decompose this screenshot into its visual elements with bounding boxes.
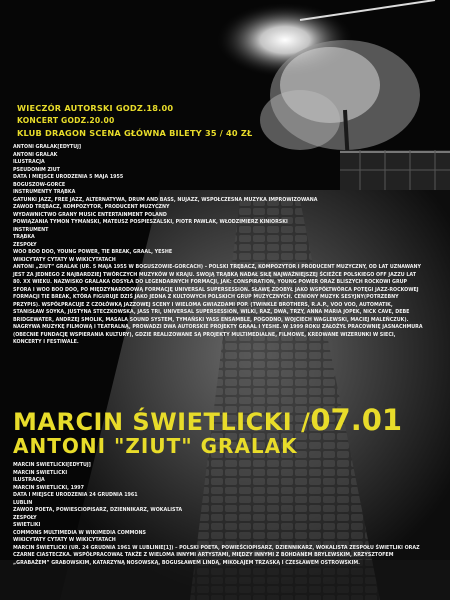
bio-line: DATA I MIEJSCE URODZENIA 24 GRUDNIA 1961 bbox=[13, 493, 138, 498]
event-date: 07.01 bbox=[310, 403, 403, 437]
bio-line: MARCIN ŚWIETLICKI, 1997 bbox=[13, 485, 84, 491]
bio-paragraph: ANTONI „ZIUT” GRALAK (UR. 5 MAJA 1955 W BOGUSZOWIE-GORCACH) – POLSKI TRĘBACZ, KOMPOZYTOR I PRODUCENT MUZYCZNY, OD LAT UZNAWANY JEST ZA JEDNEGO Z NAJBARDZIEJ TWÓRCZYCH MUZYKÓW W KRAJU. SWOJĄ TRĄBKĄ NADAŁ SIŁĘ NAJWAŻNIEJSZEJ ŚCIEŻCE POLSKIEGO OFF JAZZU LAT 80. XX WIEKU. NAZWISKO GRALAKA ODSYŁA DO LEGENDARNYCH FORMACJI, JAK: CONSPIRATION, YOUNG POWER ORAZ BLISZYCH ROCKOWI GRUP SFORA I WOO BOO DOO, PO MIĘDZYNARODOWĄ FORMACJĘ UNIVERSAL SUPERSESSION. SŁAWĘ ZDOBYŁ JAKO WSPÓŁTWÓRCA POTĘGI JAZZ-ROCKOWEJ FORMACJI TIE BREAK, KTÓRA FIGURUJE DZIŚ JAKO JEDNA Z KULTOWYCH POLSKICH GRUP MUZYCZNYCH. CENIONY MUZYK SESYJNY(POTRZEBNY PRZYPIS). WSPÓŁPRACUJE Z CZOŁÓWKĄ JAZZOWEJ SCENY I WIELOMA GWIAZDAMI POP. (TWINKLE BROTHERS, R.A.P., VOO VOO, AUTOMATIK, STANISŁAW SOYKA, JUSTYNA STECZKOWSKA, JASS TRI, UNIVERSAL SUPERSESSION, WILKI, RAZ, DWA, TRZY, ANNA MARIA JOPEK, NICK CAVE, DEBE BRIDGEWATER, ANDRZEJ SMOLIK, MASALA SOUND SYSTEM, TYMAŃSKI YASS ENSAMBLE, POGODNO, WOJCIECH WAGLEWSKI, MACIEJ MALEŃCZUK). NAGRYWA MUZYKĘ FILMOWĄ I TEATRALNĄ, PROWADZI DWA AUTORSKIE PROJEKTY GRAAL I YESHE. W 1999 ROKU ZAŁOŻYŁ PRACOWNIĘ JASNACHMURA (OBECNIE FUNDACJĘ WSPIERANIA KULTURY), GDZIE REALIZOWANE SĄ PROJEKTY MULTIMEDIALNE, FILMOWE, KREOWANE WIZERUNKI W SIECI, KONCERTY I FESTIWALE. bbox=[13, 265, 423, 345]
bio-line: WYDAWNICTWO GRANY MUSIC ENTERTAINMENT POLAND bbox=[13, 212, 167, 218]
event-concert-time: KONCERT GODZ.20.00 bbox=[17, 116, 115, 125]
performer-name-2: ANTONI "ZIUT" GRALAK bbox=[13, 434, 298, 458]
bio-line: ZESPOŁY bbox=[13, 515, 37, 521]
bio-line: ŚWIETLIKI bbox=[13, 523, 41, 528]
bio-paragraph: MARCIN ŚWIETLICKI (UR. 24 GRUDNIA 1961 W LUBLINIE[1]) – POLSKI POETA, POWIEŚCIOPISARZ, DZIENNIKARZ, WOKALISTA ZESPOŁU ŚWIETLIKI ORAZ CZARNE CIASTECZKA. WSPÓŁPRACOWAŁ TAKŻE Z WIELOMA INNYMI ARTYSTAMI, MIĘDZY INNYMI Z BOHDANEM BRYLEWSKIM, KRZYSZTOFEM „GRABAŻEM” GRABOWSKIM, KATARZYNĄ NOSOWSKĄ, BOGUSŁAWEM LINDĄ, MIKOŁAJEM TRZASKĄ I CZESŁAWEM OSTROWSKIM. bbox=[13, 545, 420, 566]
bio-line: WOO BOO DOO, YOUNG POWER, TIE BREAK, GRAAL, YESHE bbox=[13, 250, 173, 255]
headline-swietlicki bbox=[13, 403, 402, 437]
bio-line: ANTONI GRALAK bbox=[13, 152, 58, 158]
bio-line: DATA I MIEJSCE URODZENIA 5 MAJA 1955 bbox=[13, 175, 124, 180]
event-author-evening: WIECZÓR AUTORSKI GODZ.18.00 bbox=[17, 103, 174, 113]
bio-line: INSTRUMENTY TRĄBKA bbox=[13, 190, 76, 195]
bio-line: COMMONS MULTIMEDIA W WIKIMEDIA COMMONS bbox=[13, 530, 146, 536]
event-venue-tickets: KLUB DRAGON SCENA GŁÓWNA BILETY 35 / 40 ZŁ bbox=[17, 128, 253, 138]
bio-line: WIKICYTATY CYTATY W WIKICYTATACH bbox=[13, 538, 116, 543]
bio-line: BOGUSZÓW-GORCE bbox=[13, 182, 66, 188]
performer-name-1: MARCIN ŚWIETLICKI / bbox=[13, 408, 311, 436]
bio-line: GATUNKI JAZZ, FREE JAZZ, ALTERNATYWA, DRUM AND BASS, NUJAZZ, WSPÓŁCZESNA MUZYKA IMPROWIZOWANA bbox=[13, 197, 318, 203]
bio-line: MARCIN ŚWIETLICKI bbox=[13, 470, 68, 476]
bio-line: LUBLIN bbox=[13, 500, 33, 506]
bio-line: PSEUDONIM ZIUT bbox=[13, 167, 60, 173]
bio-line: INSTRUMENT bbox=[13, 227, 49, 233]
bio-line: MARCIN ŚWIETLICKI[EDYTUJ] bbox=[13, 463, 91, 468]
bio-line: POWIĄZANIA TYMON TYMAŃSKI, MATEUSZ POSPIESZALSKI, PIOTR PAWLAK, WŁODZIMIERZ KINIORSKI bbox=[13, 220, 288, 225]
bio-gralak bbox=[13, 144, 423, 347]
bio-line: ILUSTRACJA bbox=[13, 160, 45, 165]
bio-line: ZESPOŁY bbox=[13, 242, 37, 248]
bio-line: ZAWÓD POETA, POWIEŚCIOPISARZ, DZIENNIKARZ, WOKALISTA bbox=[13, 508, 183, 513]
bio-swietlicki bbox=[13, 462, 423, 567]
bio-line: TRĄBKA bbox=[13, 235, 35, 240]
bio-line: WIKICYTATY CYTATY W WIKICYTATACH bbox=[13, 257, 116, 263]
bio-line: ANTONI GRALAK[EDYTUJ] bbox=[13, 145, 82, 150]
bio-line: ZAWÓD TRĘBACZ, KOMPOZYTOR, PRODUCENT MUZYCZNY bbox=[13, 205, 170, 210]
bio-line: ILUSTRACJA bbox=[13, 478, 45, 483]
